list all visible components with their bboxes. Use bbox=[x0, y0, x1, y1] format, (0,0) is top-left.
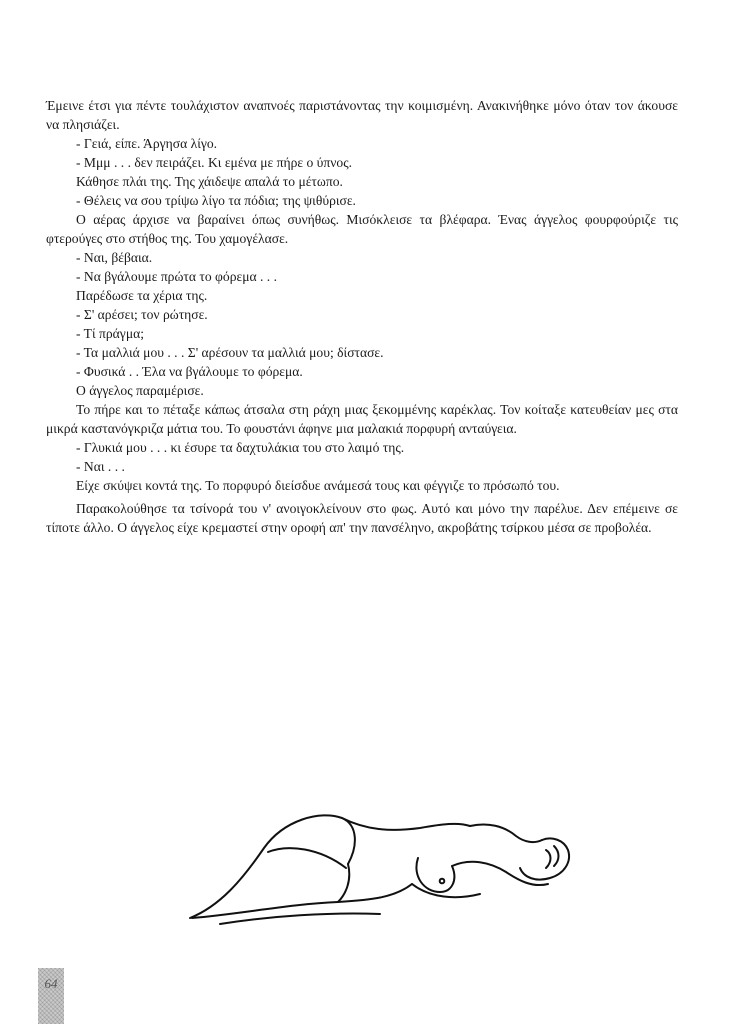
page-number: 64 bbox=[44, 976, 58, 991]
story-paragraph: - Τα μαλλιά μου . . . Σ' αρέσουν τα μαλλιά μου; δίστασε. bbox=[76, 345, 384, 360]
story-paragraph: - Ναι, βέβαια. bbox=[76, 250, 153, 265]
story-paragraph: - Τί πράγμα; bbox=[76, 326, 145, 341]
story-paragraph: Ο άγγελος παραμέρισε. bbox=[76, 383, 204, 398]
story-paragraph: - Γειά, είπε. Άργησα λίγο. bbox=[76, 136, 218, 151]
story-paragraph: - Να βγάλουμε πρώτα το φόρεμα . . . bbox=[76, 269, 277, 284]
story-paragraph: - Ναι . . . bbox=[76, 459, 125, 474]
story-paragraph: Κάθησε πλάι της. Της χάιδεψε απαλά το μέτωπο. bbox=[76, 174, 343, 189]
story-paragraph: - Φυσικά . . Έλα να βγάλουμε το φόρεμα. bbox=[76, 364, 303, 379]
story-paragraph: - Θέλεις να σου τρίψω λίγο τα πόδια; της ψιθύρισε. bbox=[76, 193, 356, 208]
story-text bbox=[46, 96, 678, 537]
story-paragraph: Παρέδωσε τα χέρια της. bbox=[76, 288, 208, 303]
story-paragraph: - Μμμ . . . δεν πειράζει. Κι εμένα με πήρε ο ύπνος. bbox=[76, 155, 352, 170]
story-paragraph: Ο αέρας άρχισε να βαραίνει όπως συνήθως. Μισόκλεισε τα βλέφαρα. Ένας άγγελος φουρφούριζε τις φτερούγες στο στήθος της. Του χαμογέλασε. bbox=[46, 212, 678, 246]
reclining-figure-line-drawing-icon bbox=[180, 788, 590, 938]
story-paragraph: Είχε σκύψει κοντά της. Το πορφυρό διείσδυε ανάμεσά τους και φέγγιζε το πρόσωπό του. bbox=[76, 478, 560, 493]
story-paragraph: Παρακολούθησε τα τσίνορά του ν' ανοιγοκλείνουν στο φως. Αυτό και μόνο την παρέλυε. Δεν επέμεινε σε τίποτε άλλο. Ο άγγελος είχε κρεμαστεί στην οροφή απ' την πανσέληνο, ακροβάτης τσίρκου μέσα σε προβολέα. bbox=[46, 501, 678, 535]
story-paragraph: - Γλυκιά μου . . . κι έσυρε τα δαχτυλάκια του στο λαιμό της. bbox=[76, 440, 405, 455]
story-paragraph: Έμεινε έτσι για πέντε τουλάχιστον αναπνοές παριστάνοντας την κοιμισμένη. Ανακινήθηκε μόνο όταν τον άκουσε να πλησιάζει. bbox=[46, 98, 678, 132]
story-paragraph: Το πήρε και το πέταξε κάπως άτσαλα στη ράχη μιας ξεκομμένης καρέκλας. Τον κοίταξε κατευθείαν μες στα μικρά καστανόγκριζα μάτια του. Το φουστάνι άφηνε μια μαλακιά πορφυρή ανταύγεια. bbox=[46, 402, 678, 436]
story-paragraph: - Σ' αρέσει; τον ρώτησε. bbox=[76, 307, 208, 322]
page-number-box bbox=[38, 968, 64, 1024]
